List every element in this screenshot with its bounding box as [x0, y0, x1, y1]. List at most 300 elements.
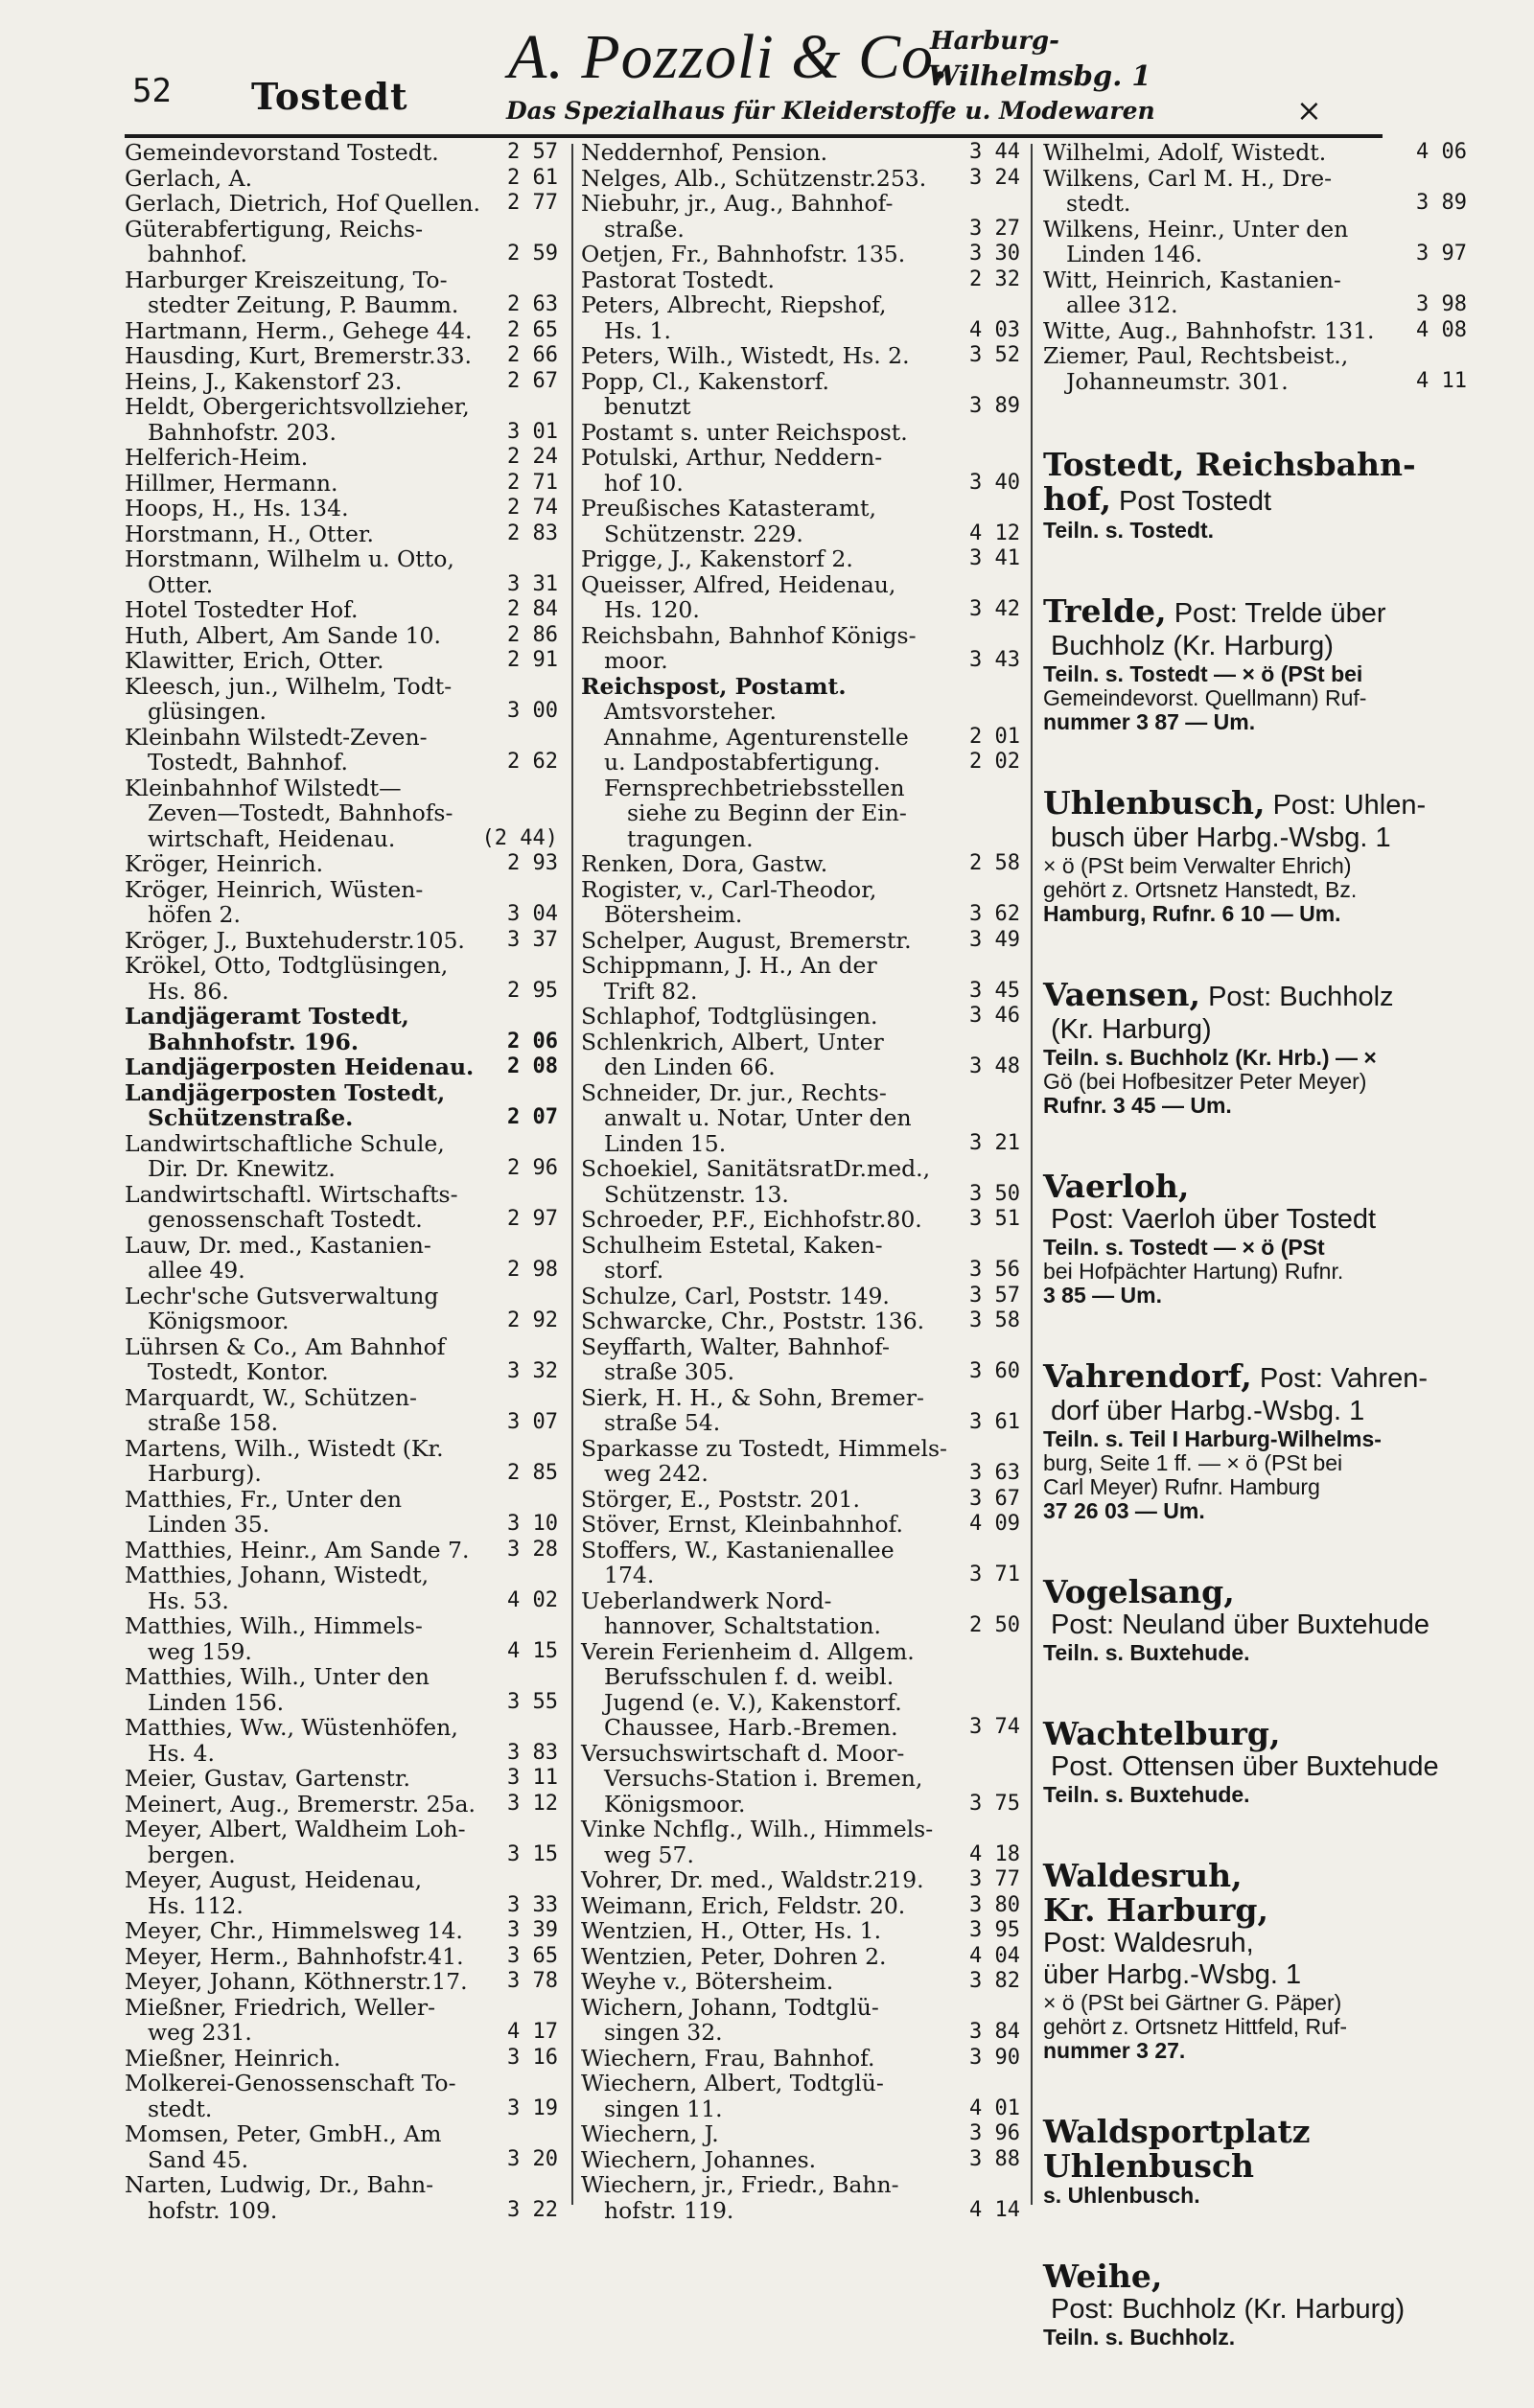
entry-line: Landjägerposten Tostedt, — [125, 1078, 446, 1106]
entry-text — [125, 1284, 501, 1334]
entry-text — [581, 546, 964, 572]
entry-line: Wentzien, H., Otter, Hs. 1. — [581, 1917, 882, 1944]
phone-number: 3 80 — [969, 1892, 1020, 1917]
entry-line: Oetjen, Fr., Bahnhofstr. 135. — [581, 241, 906, 267]
entry-line: Königsmoor. — [604, 1790, 746, 1818]
directory-entry — [125, 1563, 558, 1613]
post-info: Post: Uhlen- — [1265, 790, 1427, 821]
directory-entry — [125, 1233, 558, 1284]
directory-entry — [581, 1867, 1020, 1893]
entry-line: glüsingen. — [148, 698, 267, 725]
entry-line: Bötersheim. — [604, 901, 743, 928]
directory-entry — [581, 877, 1020, 928]
entry-text — [581, 343, 964, 369]
entry-text — [125, 1004, 501, 1054]
entry-line: u. Landpostabfertigung. — [604, 749, 881, 776]
entry-text — [125, 1918, 501, 1944]
entry-line: Hs. 86. — [148, 977, 229, 1005]
phone-number: 3 43 — [969, 648, 1020, 672]
entry-line: weg 242. — [604, 1460, 709, 1487]
entry-line: Schoekiel, SanitätsratDr.med., — [581, 1155, 931, 1182]
entry-text — [581, 496, 964, 546]
place-name: Weihe, — [1043, 2258, 1163, 2295]
directory-entry — [125, 140, 558, 166]
entry-line: Seyffarth, Walter, Bahnhof- — [581, 1332, 890, 1360]
entry-line: Landwirtschaftliche Schule, — [125, 1129, 445, 1157]
entry-line: stedter Zeitung, P. Baumm. — [148, 291, 459, 318]
entry-text — [125, 318, 501, 344]
place-name: Tostedt, Reichsbahn- — [1043, 446, 1416, 483]
post-route-cont: über Harbg.-Wsbg. 1 — [1043, 1959, 1302, 1990]
phone-number: 4 09 — [969, 1512, 1020, 1536]
entry-line: Wilhelmi, Adolf, Wistedt. — [1043, 139, 1327, 166]
entry-line: stedt. — [1066, 190, 1131, 217]
column-3-entries — [1043, 140, 1467, 394]
entry-text — [581, 674, 1014, 725]
entry-line: straße. — [604, 215, 685, 243]
entry-text — [125, 776, 476, 852]
phone-number: 4 15 — [507, 1638, 558, 1663]
entry-line: Tostedt, Bahnhof. — [148, 749, 348, 776]
entry-text — [125, 267, 501, 318]
place-note: Gö (bei Hofbesitzer Peter Meyer) — [1043, 1069, 1367, 1094]
entry-line: Pastorat Tostedt. — [581, 266, 775, 293]
place-name: Waldesruh, — [1043, 1857, 1243, 1894]
entry-line: Wiechern, Albert, Todtglü- — [581, 2070, 884, 2096]
place-note: gehört z. Ortsnetz Hittfeld, Ruf- — [1043, 2014, 1348, 2039]
entry-text — [125, 191, 501, 217]
place-entry — [1043, 786, 1467, 926]
phone-number: 3 78 — [507, 1969, 558, 1993]
entry-text — [581, 191, 964, 242]
place-name: Wachtelburg, — [1043, 1715, 1281, 1752]
phone-number: 3 04 — [507, 902, 558, 926]
post-route: Post: Neuland über Buxtehude — [1051, 1609, 1429, 1640]
directory-entry — [125, 1487, 558, 1538]
entry-line: Schulze, Carl, Poststr. 149. — [581, 1282, 890, 1309]
post-info: Post: Vahren- — [1251, 1363, 1428, 1394]
entry-text — [581, 267, 964, 293]
entry-line: Momsen, Peter, GmbH., Am — [125, 2120, 442, 2147]
entry-line: Heins, J., Kakenstorf 23. — [125, 367, 403, 395]
directory-entry — [581, 292, 1020, 343]
place-name: Vaerloh, — [1043, 1168, 1190, 1205]
directory-entry — [581, 546, 1020, 572]
running-head-town: Tostedt — [251, 75, 408, 118]
phone-number: 3 98 — [1416, 292, 1467, 316]
directory-entry — [581, 445, 1020, 496]
directory-entry — [125, 318, 558, 344]
place-note: × ö (PSt beim Verwalter Ehrich) — [1043, 853, 1352, 878]
place-note: Carl Meyer) Rufnr. Hamburg — [1043, 1474, 1320, 1499]
directory-entry — [581, 1080, 1020, 1157]
entry-line: moor. — [604, 647, 668, 674]
entry-line: Johanneumstr. 301. — [1066, 367, 1289, 395]
entry-line: Königsmoor. — [148, 1308, 290, 1334]
entry-line: Zeven—Tostedt, Bahnhofs- — [148, 799, 453, 826]
phone-number: 3 65 — [507, 1943, 558, 1968]
entry-line: den Linden 66. — [604, 1054, 776, 1080]
place-entry — [1043, 978, 1467, 1118]
entry-text — [581, 928, 964, 954]
directory-entry — [581, 623, 1020, 674]
entry-line: Weimann, Erich, Feldstr. 20. — [581, 1891, 906, 1919]
entry-line: Horstmann, Wilhelm u. Otto, — [125, 545, 454, 572]
phone-number: 2 71 — [507, 470, 558, 495]
entry-line: Meyer, Chr., Himmelsweg 14. — [125, 1917, 463, 1944]
phone-number: 2 85 — [507, 1461, 558, 1485]
phone-number: 3 12 — [507, 1791, 558, 1816]
phone-number: 4 04 — [969, 1943, 1020, 1968]
entry-line: Linden 35. — [148, 1511, 270, 1538]
phone-number: 2 65 — [507, 317, 558, 342]
entry-text — [125, 1538, 501, 1563]
entry-text — [1043, 166, 1410, 217]
place-entry — [1043, 1575, 1467, 1665]
post-route: dorf über Harbg.-Wsbg. 1 — [1051, 1396, 1365, 1426]
entry-text — [125, 2071, 501, 2121]
entry-line: straße 305. — [604, 1358, 735, 1385]
directory-entry — [1043, 217, 1467, 267]
listing-column-1 — [125, 140, 558, 2223]
entry-text — [581, 140, 964, 166]
entry-line: stedt. — [148, 2095, 213, 2122]
directory-entry — [581, 1969, 1020, 1995]
entry-line: Bahnhofstr. 196. — [148, 1028, 360, 1055]
entry-text — [581, 953, 964, 1004]
phone-number: 3 41 — [969, 546, 1020, 570]
advertiser-slogan: Das Spezialhaus für Kleiderstoffe u. Modewaren — [506, 97, 1155, 125]
entry-line: Matthies, Wilh., Unter den — [125, 1663, 430, 1690]
directory-entry — [1043, 166, 1467, 217]
post-info: Post: Trelde über — [1166, 598, 1386, 629]
entry-line: tragungen. — [627, 824, 754, 852]
entry-line: Reichsbahn, Bahnhof Königs- — [581, 621, 917, 649]
entry-line: Wiechern, J. — [581, 2120, 719, 2147]
entry-line: weg 57. — [604, 1841, 694, 1868]
directory-entry — [125, 1792, 558, 1818]
entry-line: Meyer, Johann, Köthnerstr.17. — [125, 1968, 468, 1995]
phone-number: 3 58 — [969, 1308, 1020, 1332]
directory-entry — [581, 928, 1020, 954]
entry-text — [125, 445, 501, 471]
phone-number: 3 27 — [969, 216, 1020, 241]
phone-number: 2 98 — [507, 1258, 558, 1282]
entry-text — [581, 166, 964, 192]
phone-number: 2 96 — [507, 1156, 558, 1180]
phone-number: 4 08 — [1416, 317, 1467, 342]
entry-line: Wentzien, Peter, Dohren 2. — [581, 1942, 887, 1970]
phone-number: 3 90 — [969, 2045, 1020, 2070]
entry-line: Berufsschulen f. d. weibl. — [604, 1663, 895, 1690]
directory-entry — [581, 1944, 1020, 1970]
entry-line: Gerlach, A. — [125, 164, 253, 192]
entry-line: Hillmer, Hermann. — [125, 469, 338, 497]
directory-entry — [581, 2147, 1020, 2173]
place-note: × ö (PSt bei Gärtner G. Päper) — [1043, 1990, 1342, 2015]
entry-text — [581, 1284, 964, 1309]
directory-entry — [125, 1538, 558, 1563]
entry-text — [581, 2046, 964, 2072]
place-title — [1043, 594, 1467, 631]
phone-number: 3 15 — [507, 1841, 558, 1866]
entry-line: Horstmann, H., Otter. — [125, 520, 374, 547]
entry-line: Hausding, Kurt, Bremerstr.33. — [125, 342, 473, 369]
place-entry — [1043, 2115, 1467, 2208]
directory-entry — [581, 420, 1020, 446]
entry-line: Matthies, Wilh., Himmels- — [125, 1612, 423, 1639]
entry-line: Hotel Tostedter Hof. — [125, 596, 359, 623]
entry-line: straße 158. — [148, 1409, 279, 1436]
directory-entry — [125, 394, 558, 445]
entry-text — [125, 471, 501, 497]
place-title — [1043, 786, 1467, 822]
entry-text — [125, 369, 501, 395]
phone-number: 3 24 — [969, 165, 1020, 190]
entry-line: Marquardt, W., Schützen- — [125, 1383, 417, 1411]
entry-line: Landwirtschaftl. Wirtschafts- — [125, 1180, 458, 1208]
entry-text — [125, 496, 501, 521]
entry-text — [581, 1538, 964, 1588]
directory-entry — [125, 725, 558, 776]
entry-text — [581, 1944, 964, 1970]
entry-line: singen 11. — [604, 2095, 723, 2122]
entry-line: hofstr. 109. — [148, 2196, 278, 2224]
entry-text — [581, 1004, 964, 1030]
place-entry — [1043, 1359, 1467, 1523]
entry-text — [604, 750, 964, 776]
phone-number: 4 14 — [969, 2197, 1020, 2222]
entry-text — [581, 572, 964, 623]
entry-text — [581, 1030, 964, 1080]
phone-number: 3 57 — [969, 1283, 1020, 1308]
directory-entry — [581, 1030, 1020, 1080]
column-rule-1 — [571, 144, 573, 2205]
directory-entry — [125, 191, 558, 217]
entry-text — [125, 2121, 501, 2172]
directory-entry — [581, 242, 1020, 267]
directory-entry — [581, 1918, 1020, 1944]
phone-number: 2 02 — [969, 750, 1020, 774]
entry-text — [604, 725, 964, 751]
entry-text — [581, 1867, 964, 1893]
entry-line: Kleinbahn Wilstedt-Zeven- — [125, 723, 428, 751]
entry-line: Amtsvorsteher. — [604, 698, 777, 725]
post-route: (Kr. Harburg) — [1051, 1014, 1212, 1045]
entry-line: Schützenstr. 229. — [604, 520, 803, 547]
directory-entry — [581, 496, 1020, 546]
entry-text — [581, 1385, 964, 1436]
phone-number: 3 60 — [969, 1359, 1020, 1383]
place-name-cont: hof, — [1043, 480, 1111, 518]
entry-line: Hs. 53. — [148, 1586, 229, 1614]
entry-line: Ziemer, Paul, Rechtsbeist., — [1043, 342, 1349, 369]
phone-number: 3 10 — [507, 1512, 558, 1536]
directory-entry — [1043, 318, 1467, 344]
directory-entry — [581, 851, 1020, 877]
entry-text — [125, 1080, 501, 1131]
phone-number: 4 01 — [969, 2095, 1020, 2120]
phone-number: 2 92 — [507, 1308, 558, 1332]
phone-number: 3 95 — [969, 1918, 1020, 1942]
place-title — [1043, 448, 1467, 519]
directory-entry — [581, 1817, 1020, 1867]
directory-entry — [125, 1182, 558, 1233]
entry-line: Trift 82. — [604, 977, 698, 1005]
place-title — [1043, 1169, 1467, 1204]
entry-text — [125, 1867, 501, 1918]
entry-text — [581, 1893, 964, 1919]
entry-line: Kleesch, jun., Wilhelm, Todt- — [125, 672, 453, 700]
entry-line: Stoffers, W., Kastanienallee — [581, 1536, 895, 1563]
entry-text — [581, 369, 964, 420]
header-rule — [125, 134, 1383, 138]
entry-text — [125, 1385, 501, 1436]
directory-entry — [125, 1817, 558, 1867]
phone-number: 4 03 — [969, 317, 1020, 342]
post-route: Post: Buchholz (Kr. Harburg) — [1051, 2294, 1406, 2325]
place-title — [1043, 1859, 1467, 1928]
phone-number: 4 12 — [969, 521, 1020, 545]
phone-number: 3 63 — [969, 1461, 1020, 1485]
entry-line: Queisser, Alfred, Heidenau, — [581, 570, 896, 598]
place-note: Teiln. s. Tostedt — × ö (PSt — [1043, 1235, 1325, 1260]
entry-text — [1043, 140, 1410, 166]
entry-line: straße 54. — [604, 1409, 721, 1436]
entry-line: hof 10. — [604, 469, 684, 497]
entry-text — [581, 1436, 964, 1487]
entry-text — [125, 953, 501, 1004]
entry-text — [604, 776, 1014, 852]
entry-line: Popp, Cl., Kakenstorf. — [581, 367, 830, 395]
entry-text — [125, 1792, 501, 1818]
entry-line: Wichern, Johann, Todtglü- — [581, 1993, 879, 2021]
phone-number: 3 61 — [969, 1410, 1020, 1434]
entry-line: Helferich-Heim. — [125, 444, 309, 471]
phone-number: 2 07 — [507, 1105, 558, 1129]
phone-number: 3 52 — [969, 343, 1020, 367]
entry-text — [125, 394, 501, 445]
place-note: Teiln. s. Buxtehude. — [1043, 1640, 1250, 1665]
directory-entry — [125, 1867, 558, 1918]
directory-entry — [125, 1715, 558, 1766]
entry-text — [581, 1995, 964, 2046]
directory-entry — [581, 1741, 1020, 1818]
directory-entry — [125, 1054, 558, 1080]
directory-entry — [581, 674, 1020, 725]
entry-text — [581, 1233, 964, 1284]
entry-line: Güterabfertigung, Reichs- — [125, 215, 424, 243]
phone-number: 3 74 — [969, 1715, 1020, 1739]
entry-text — [1043, 267, 1410, 318]
entry-text — [1043, 343, 1410, 394]
place-entry — [1043, 594, 1467, 734]
phone-number: 4 18 — [969, 1841, 1020, 1866]
phone-number: 2 66 — [507, 343, 558, 367]
entry-line: Mießner, Heinrich. — [125, 2044, 341, 2072]
directory-entry — [581, 2121, 1020, 2147]
entry-line: Wiechern, Frau, Bahnhof. — [581, 2044, 875, 2072]
directory-entry — [125, 648, 558, 674]
directory-entry — [125, 1385, 558, 1436]
entry-line: Witte, Aug., Bahnhofstr. 131. — [1043, 316, 1375, 344]
advertiser-address-line2: Wilhelmsbg. 1 — [928, 59, 1151, 92]
entry-line: Jugend (e. V.), Kakenstorf. — [604, 1688, 902, 1716]
post-route: Post: Waldesruh, — [1043, 1928, 1254, 1958]
phone-number: 2 06 — [507, 1029, 558, 1054]
entry-text — [125, 2172, 501, 2223]
entry-line: weg 159. — [148, 1637, 252, 1665]
phone-number: 3 39 — [507, 1918, 558, 1942]
entry-text — [125, 1563, 501, 1613]
phone-number: 3 96 — [969, 2121, 1020, 2145]
entry-line: Prigge, J., Kakenstorf 2. — [581, 545, 853, 572]
entry-line: Matthies, Heinr., Am Sande 7. — [125, 1536, 470, 1563]
entry-line: Linden 15. — [604, 1129, 727, 1157]
entry-line: höfen 2. — [148, 901, 241, 928]
phone-number: 3 49 — [969, 927, 1020, 952]
phone-number: 2 58 — [969, 851, 1020, 875]
entry-text — [125, 597, 501, 623]
directory-entry — [581, 2046, 1020, 2072]
entry-line: Renken, Dora, Gastw. — [581, 850, 828, 877]
directory-entry — [125, 1004, 558, 1054]
entry-line: Vohrer, Dr. med., Waldstr.219. — [581, 1866, 924, 1893]
phone-number: 3 40 — [969, 470, 1020, 495]
directory-entry — [125, 776, 558, 852]
phone-number: 2 50 — [969, 1613, 1020, 1637]
entry-line: Hs. 120. — [604, 596, 700, 623]
entry-line: Niebuhr, jr., Aug., Bahnhof- — [581, 190, 894, 217]
entry-line: Otter. — [148, 570, 214, 598]
entry-line: Peters, Albrecht, Riepshof, — [581, 291, 887, 318]
entry-text — [1043, 217, 1410, 267]
entry-line: Vinke Nchflg., Wilh., Himmels- — [581, 1816, 934, 1842]
page-number: 52 — [132, 72, 172, 110]
phone-number: 2 91 — [507, 648, 558, 672]
directory-entry — [125, 1918, 558, 1944]
post-route: Buchholz (Kr. Harburg) — [1051, 631, 1334, 661]
entry-line: singen 32. — [604, 2019, 723, 2046]
entry-text — [125, 1054, 501, 1080]
phone-number: 2 32 — [969, 266, 1020, 291]
place-title — [1043, 1359, 1467, 1396]
entry-text — [581, 1588, 964, 1639]
phone-number: 3 16 — [507, 2045, 558, 2070]
directory-entry — [581, 140, 1020, 166]
phone-number: 2 62 — [507, 750, 558, 774]
directory-entry — [125, 1613, 558, 1664]
phone-number: 3 56 — [969, 1258, 1020, 1282]
directory-entry — [581, 369, 1020, 420]
directory-entry — [581, 1004, 1020, 1030]
entry-line: Witt, Heinrich, Kastanien- — [1043, 266, 1341, 293]
place-note: Hamburg, Rufnr. 6 10 — Um. — [1043, 901, 1341, 926]
entry-line: Schroeder, P.F., Eichhofstr.80. — [581, 1206, 922, 1233]
entry-text — [581, 1156, 964, 1207]
entry-text — [125, 674, 501, 725]
entry-text — [581, 1639, 964, 1741]
phone-number: 3 46 — [969, 1004, 1020, 1028]
phone-number: 2 83 — [507, 521, 558, 545]
phone-number: 3 67 — [969, 1486, 1020, 1511]
entry-line: Schneider, Dr. jur., Rechts- — [581, 1078, 887, 1106]
entry-text — [125, 851, 501, 877]
place-note: 37 26 03 — Um. — [1043, 1498, 1205, 1523]
place-note: 3 85 — Um. — [1043, 1283, 1162, 1308]
directory-entry — [581, 1588, 1020, 1639]
phone-number: 4 11 — [1416, 368, 1467, 393]
